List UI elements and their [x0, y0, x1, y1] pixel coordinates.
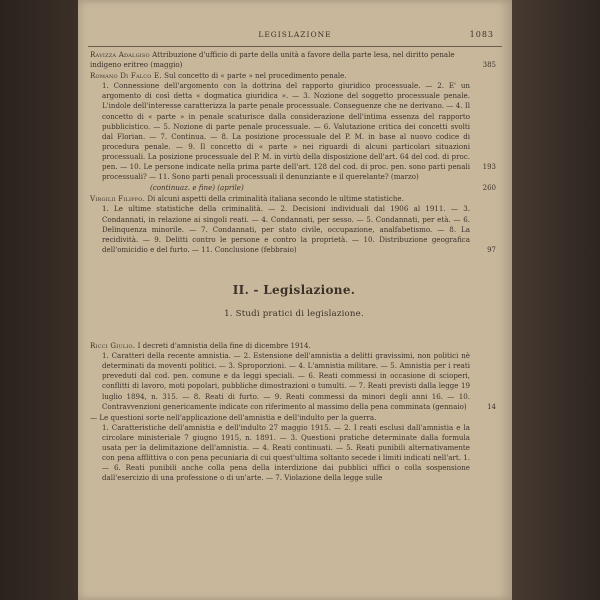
entry-author: Ricci Giulio. — [90, 341, 136, 351]
header-rule — [88, 46, 502, 47]
entry-summary: 1. Le ultime statistiche della criminalità. — 2. Decisioni individuali dal 1906 al 1911. — 3. Condannati, in relazione ai singoli reati. — 4. Condannati, per sesso. — 5. Condannati, per età. — 6. Delinquenza minorile. — 7. Condannati, per stato civile, occupazione, analfabetismo. — 8. La recidività. — 9. Delitti contro le persone e contro la proprietà. — 10. Distribuzione geografica dell'omicidio e del furto. — 11. Conclusione (febbraio) — [102, 204, 470, 254]
entry-author: Virgilii Filippo. — [90, 194, 146, 204]
entry-title: Sul concetto di « parte » nel procedimento penale. — [164, 71, 347, 81]
index-entry — [90, 341, 498, 412]
entry-author: Romano Di Falco E. — [90, 71, 162, 81]
index-entry — [90, 71, 498, 182]
book-edge-shadow — [512, 0, 600, 600]
index-entry — [90, 50, 498, 70]
entry-summary: 1. Caratteri della recente amnistia. — 2. Estensione dell'amnistia a delitti gravissimi, non politici nè determinati da moventi politici. — 3. Sproporzioni. — 4. L'amnistia militare. — 5. Amnistia per i reati preveduti dal cod. pen. comune e da leggi speciali. — 6. Reati commessi in occasione di scioperi, conflitti di lavoro, moti popolari, pubbliche dimostrazioni o tumulti. — 7. Reati previsti dalla legge 19 luglio 1894, n. 315. — 8. Reati di furto. — 9. Reati commessi da minori degli anni 16. — 10. Contravvenzioni genericamente indicate con riferimento al massimo della pena comminata (gennaio) — [102, 351, 470, 411]
book-page — [78, 0, 512, 600]
entry-page: 385 — [482, 61, 496, 70]
entry-author: Ravizza Adalgiso — [90, 50, 150, 59]
entry-page: 193 — [482, 163, 496, 172]
index-content — [90, 50, 498, 484]
entry-note: (continuaz. e fine) (aprile) — [150, 183, 244, 193]
entry-page: 14 — [487, 402, 496, 411]
subsection-title: 1. Studi pratici di legislazione. — [224, 308, 364, 319]
entry-page: 260 — [482, 184, 496, 193]
entry-title: I decreti d'amnistia della fine di dicembre 1914. — [137, 341, 311, 351]
index-entry — [90, 194, 498, 255]
entry-summary: 1. Connessione dell'argomento con la dottrina del rapporto giuridico processuale. — 2. E' un argomento di così detta « dogmatica giuridica ». — 3. Nozione del soggetto processuale penale. L'indole dell'interesse caratterizza la parte penale processuale. Conseguenze che ne derivano. — 4. Il concetto di « parte » in penale scaturisce dalla considerazione dell'intima essenza del rapporto pubblicistico. — 5. Nozione di parte penale processuale. — 6. Valutazione critica dei concetti svolti dal Florian. — 7. Continua. — 8. La posizione processuale del P. M. in base al nuovo codice di procedura penale. — 9. Il concetto di « parte » nei riguardi di alcuni particolari situazioni processuali. La posizione processuale del P. M. in virtù della disposizione dell'art. 64 del cod. di proc. pen. — 10. Le persone indicate nella prima parte dell'art. 128 del cod. di proc. pen. sono parti penali processuali? — 11. Sono parti penali processuali il denunziante e il querelante? (marzo) — [102, 81, 470, 182]
page-number: 1083 — [469, 30, 494, 39]
section-title: II. - Legislazione. — [232, 282, 356, 297]
entry-title: — Le questioni sorte nell'applicazione dell'amnistia e dell'indulto per la guerra. — [90, 412, 377, 422]
entry-summary: 1. Caratteristiche dell'amnistia e dell'indulto 27 maggio 1915. — 2. I reati esclusi dall'amnistia e la circolare ministeriale 7 giugno 1915, n. 1891. — 3. Questioni pratiche determinate dalla formula usata per la delimitazione dell'amnistia. — 4. Reati continuati. — 5. Reati punibili alternativamente con pena afflittiva o con pena pecuniaria di cui quest'ultima soltanto secede i limiti indicati nell'art. 1. — 6. Reati punibili anche colla pena della interdizione dai pubblici uffici o colla sospensione dall'esercizio di una professione o di un'arte. — 7. Violazione della legge sulle — [102, 422, 470, 483]
entry-page: 97 — [487, 245, 496, 254]
index-entry-continuation — [90, 183, 498, 193]
index-entry — [90, 413, 498, 484]
entry-title: Di alcuni aspetti della criminalità italiana secondo le ultime statistiche. — [147, 194, 404, 204]
book-gutter-shadow — [0, 0, 78, 600]
running-title: LEGISLAZIONE — [258, 30, 332, 39]
running-header — [78, 18, 512, 39]
entry-title: Attribuzione d'ufficio di parte della unità a favore della parte lesa, nel diritto penale indigeno eritreo (maggio) — [90, 50, 455, 70]
